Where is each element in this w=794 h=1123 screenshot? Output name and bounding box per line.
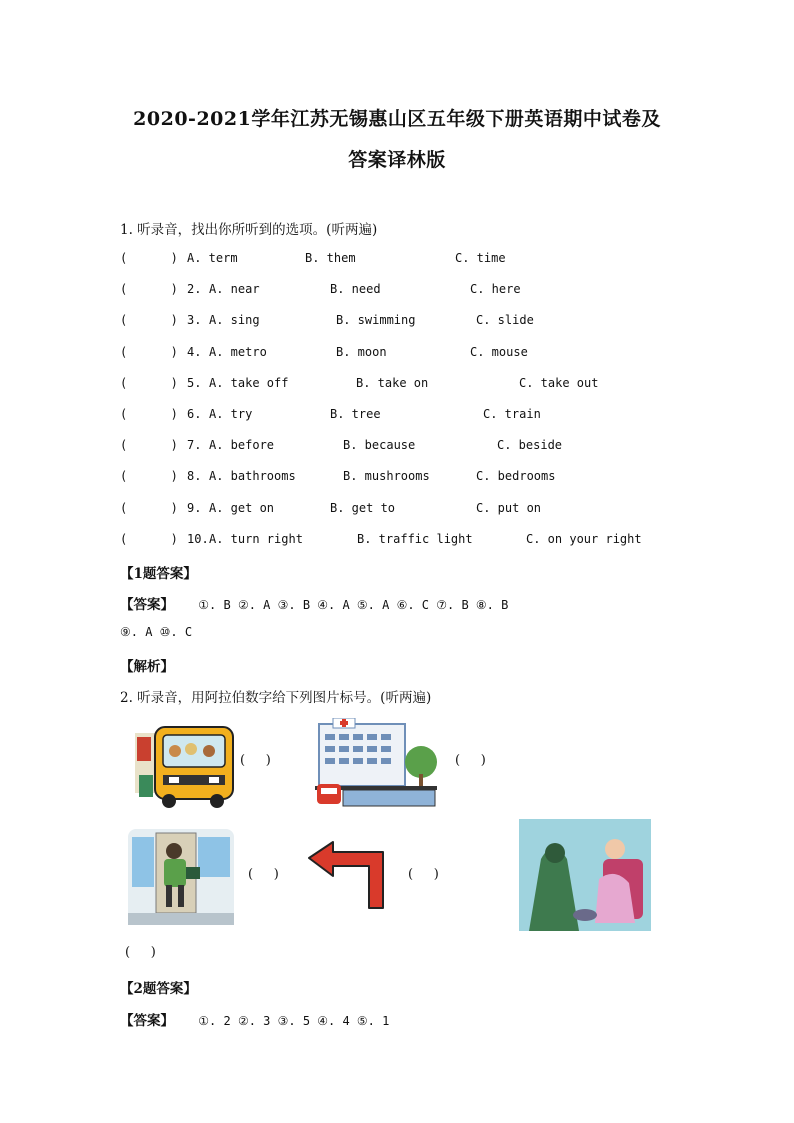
q1-option-c: C. bedrooms xyxy=(476,469,556,484)
q1-option-b: B. because xyxy=(343,438,416,453)
q1-option-c: C. beside xyxy=(497,438,563,453)
q1-option-b: B. need xyxy=(330,282,381,297)
q1-item-number: 10. xyxy=(187,531,209,546)
q1-item-number: 6. xyxy=(187,407,202,421)
q1-option-c: C. take out xyxy=(519,375,599,390)
q1-option-c: C. train xyxy=(483,407,541,421)
hospital-picture xyxy=(313,718,439,808)
q1-item-paren[interactable]: ( ) xyxy=(120,500,178,515)
q1-option-b: B. mushrooms xyxy=(343,469,430,484)
q1-answer-label: 【答案】 xyxy=(120,597,174,613)
q1-option-c: C. time xyxy=(455,251,506,265)
q1-item-paren[interactable]: ( ) xyxy=(120,313,178,328)
q1-item-number: 2. xyxy=(187,282,202,297)
q1-option-b: B. traffic light xyxy=(357,531,473,546)
q1-option-a: A. sing xyxy=(209,313,260,328)
q1-option-c: C. put on xyxy=(476,500,542,515)
q1-option-a: A. take off xyxy=(209,375,289,390)
q1-item-number: 3. xyxy=(187,313,202,328)
q1-item-paren[interactable]: ( ) xyxy=(120,344,178,359)
bus-picture xyxy=(133,713,235,809)
q1-item-number: 9. xyxy=(187,500,202,515)
q1-item-number: 8. xyxy=(187,469,202,484)
q1-answer-header: 【1题答案】 xyxy=(120,566,197,582)
q1-option-a: A. before xyxy=(209,438,275,453)
q1-option-b: B. take on xyxy=(356,375,429,390)
q1-answers-line2: ⑨. A ⑩. C xyxy=(120,625,193,639)
q1-option-b: B. them xyxy=(305,251,356,265)
q1-option-c: C. on your right xyxy=(526,531,642,546)
q2-paren-2[interactable]: ( ) xyxy=(455,753,486,768)
q1-item-number: 7. xyxy=(187,438,202,453)
turn-left-arrow-picture xyxy=(307,838,391,910)
q1-item-number: 5. xyxy=(187,375,202,390)
q1-option-b: B. get to xyxy=(330,500,396,515)
q1-option-a: A. term xyxy=(187,251,238,265)
q1-item-paren[interactable]: ( ) xyxy=(120,469,178,484)
q1-analysis-label: 【解析】 xyxy=(120,659,174,675)
q1-option-c: C. mouse xyxy=(470,344,528,359)
q2-answers: ①. 2 ②. 3 ③. 5 ④. 4 ⑤. 1 xyxy=(198,1014,390,1028)
q1-item-paren[interactable]: ( ) xyxy=(120,407,178,421)
q1-option-a: A. turn right xyxy=(209,531,303,546)
q1-option-c: C. here xyxy=(470,282,521,297)
q2-paren-4[interactable]: ( ) xyxy=(408,867,439,882)
q2-prompt: 2. 听录音，用阿拉伯数字给下列图片标号。(听两遍) xyxy=(120,690,432,706)
page-title-line2: 答案译林版 xyxy=(348,149,446,171)
q1-option-a: A. metro xyxy=(209,344,267,359)
q1-item-paren[interactable]: ( ) xyxy=(120,438,178,453)
q1-option-b: B. moon xyxy=(336,344,387,359)
page-title-line1: 2020-2021学年江苏无锡惠山区五年级下册英语期中试卷及 xyxy=(133,108,661,130)
q1-prompt: 1. 听录音，找出你所听到的选项。(听两遍) xyxy=(120,222,378,238)
q1-option-c: C. slide xyxy=(476,313,534,328)
q1-option-a: A. try xyxy=(209,407,253,421)
fairy-tale-picture xyxy=(519,819,651,931)
q1-option-a: A. near xyxy=(209,282,260,297)
q1-item-paren[interactable]: ( ) xyxy=(120,531,178,546)
q1-item-paren[interactable]: ( ) xyxy=(120,282,178,297)
q1-item-paren[interactable]: ( ) xyxy=(120,375,178,390)
q2-paren-5[interactable]: ( ) xyxy=(125,945,156,960)
q2-answer-header: 【2题答案】 xyxy=(120,981,197,997)
q2-paren-3[interactable]: ( ) xyxy=(248,867,279,882)
q1-answers-line1: ①. B ②. A ③. B ④. A ⑤. A ⑥. C ⑦. B ⑧. B xyxy=(198,598,509,612)
q2-answer-label: 【答案】 xyxy=(120,1013,174,1029)
metro-door-picture xyxy=(128,829,234,925)
q1-item-number: 4. xyxy=(187,344,202,359)
q1-option-a: A. get on xyxy=(209,500,275,515)
q1-item-paren[interactable]: ( ) xyxy=(120,251,178,265)
q1-option-b: B. tree xyxy=(330,407,381,421)
q1-option-b: B. swimming xyxy=(336,313,416,328)
q2-paren-1[interactable]: ( ) xyxy=(240,753,271,768)
q1-option-a: A. bathrooms xyxy=(209,469,296,484)
